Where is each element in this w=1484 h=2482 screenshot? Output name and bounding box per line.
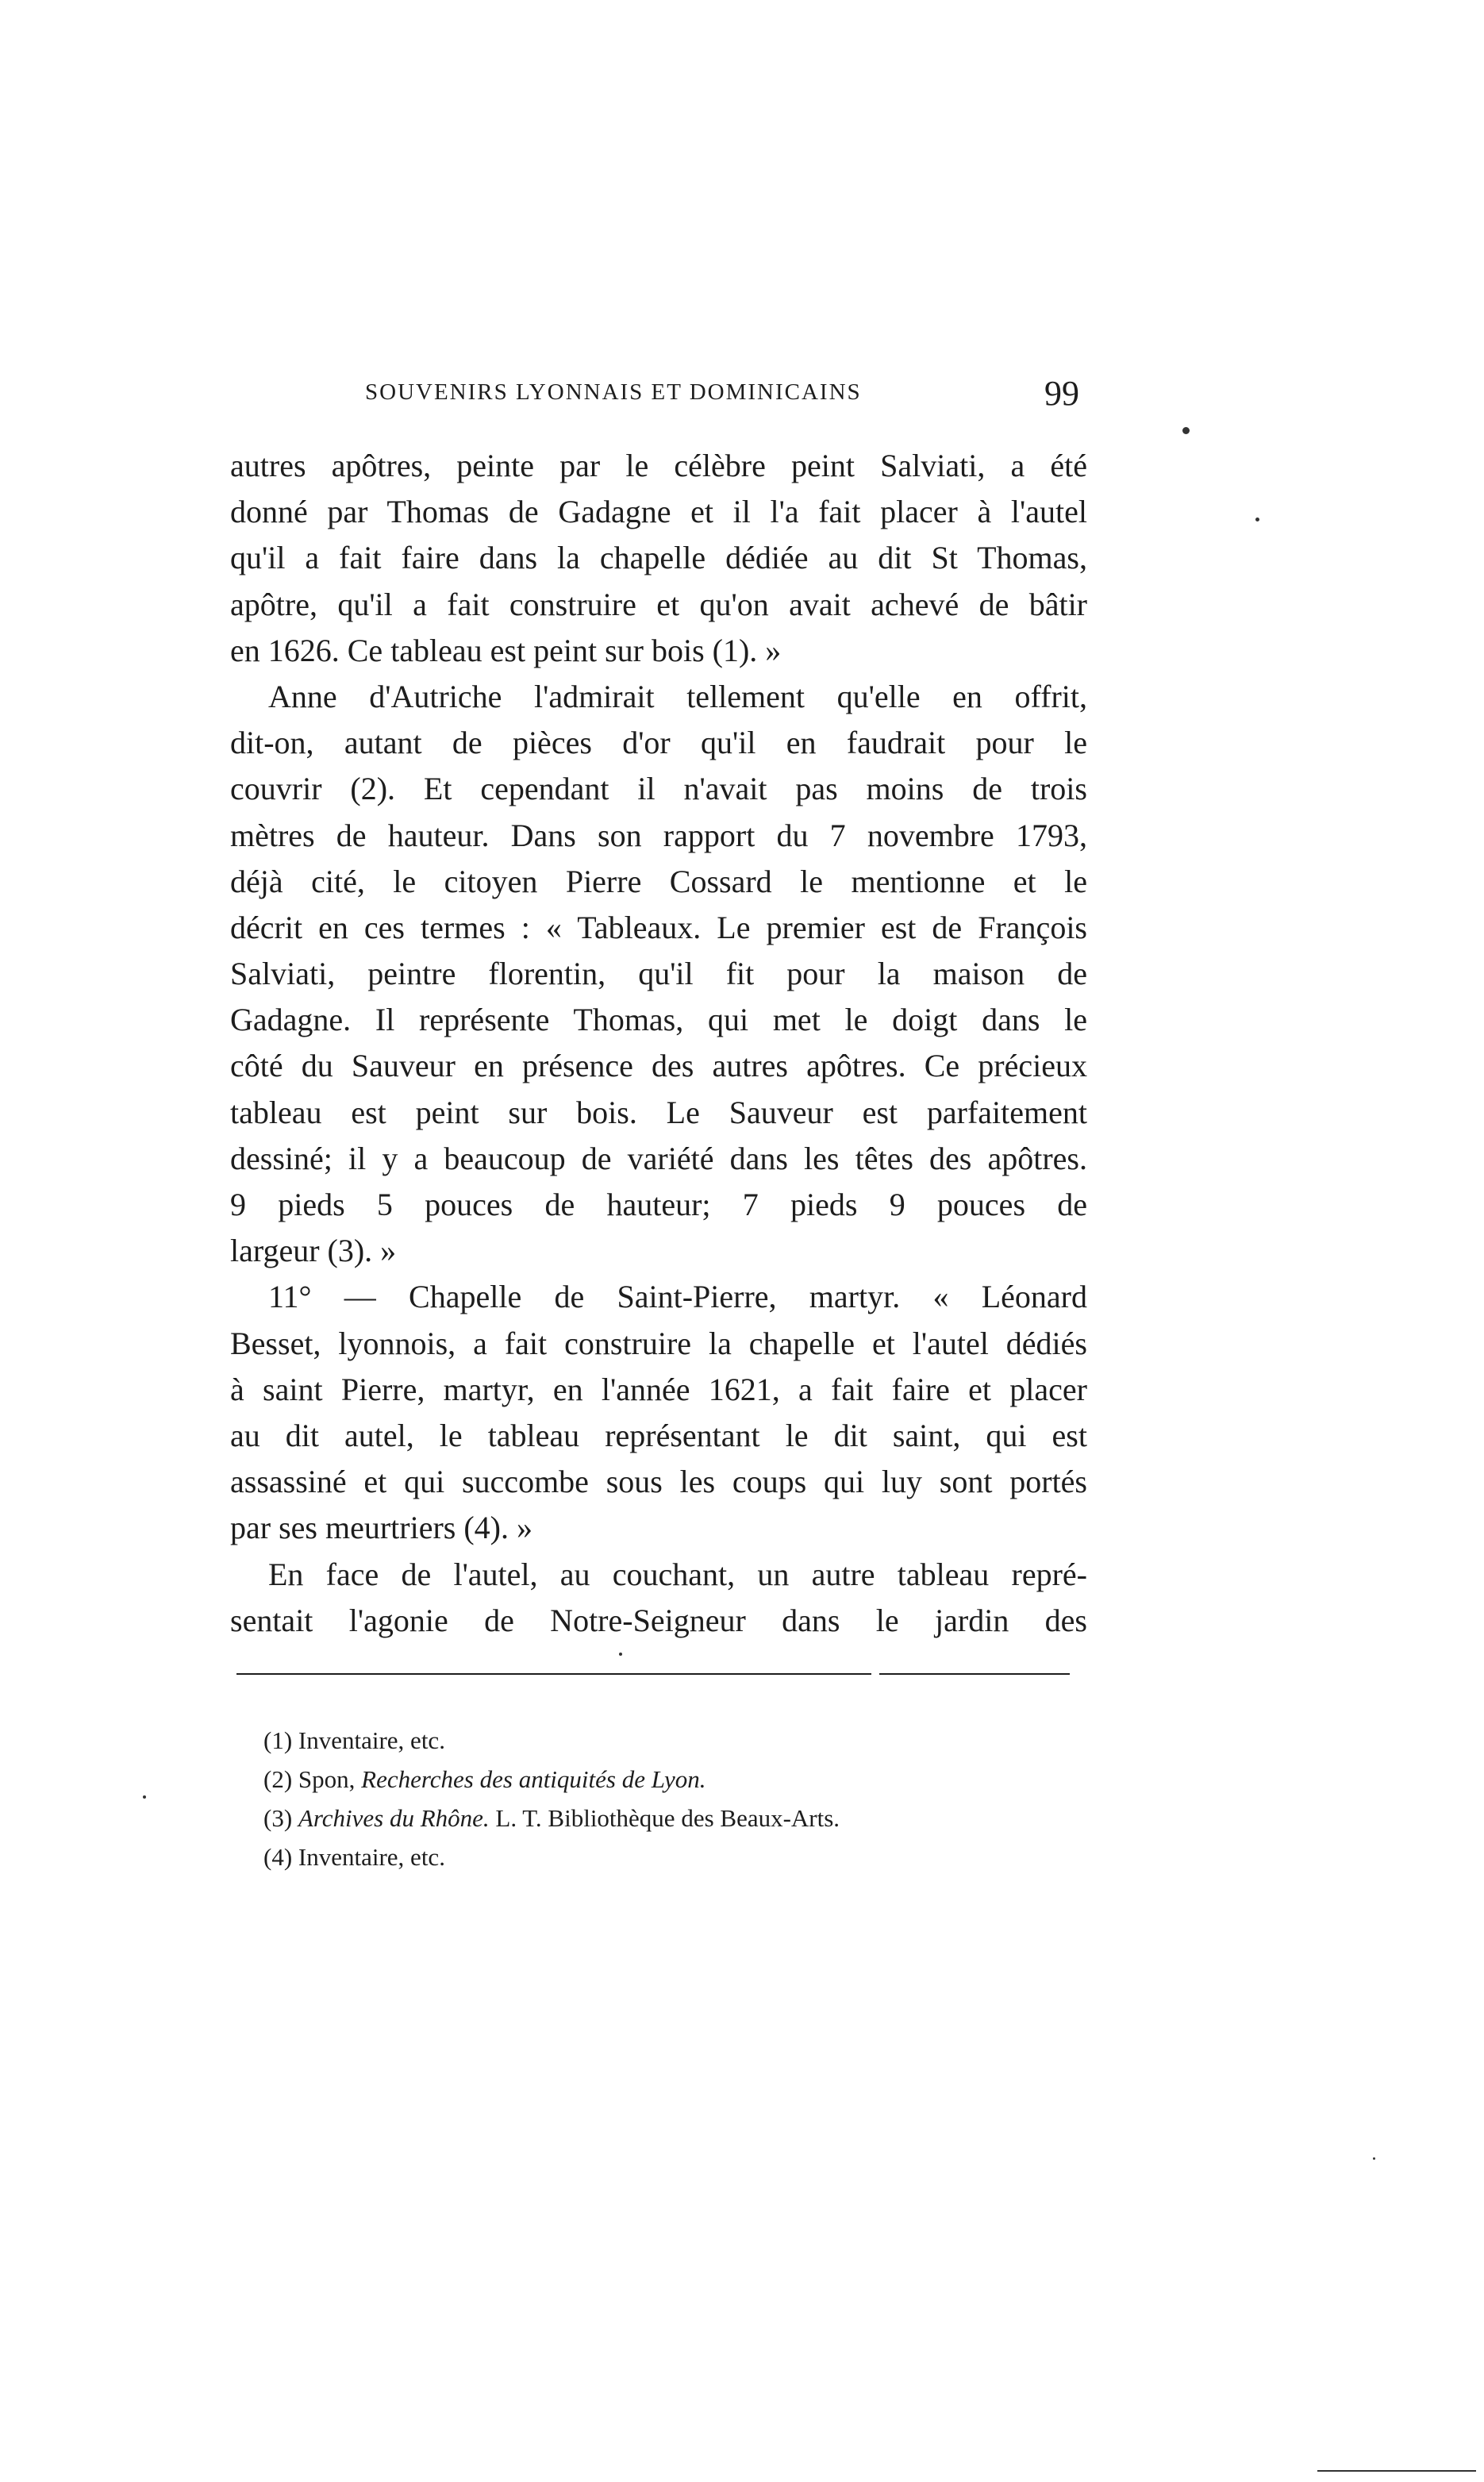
text-line: assassiné et qui succombe sous les coups qui luy sont portés [230, 1464, 1087, 1500]
footnote-rule [236, 1673, 871, 1675]
text-line: largeur (3). » [230, 1233, 397, 1269]
page-header [365, 374, 1079, 419]
text-line: mètres de hauteur. Dans son rapport du 7 novembre 1793, [230, 817, 1087, 853]
running-title: SOUVENIRS LYONNAIS ET DOMINICAINS [365, 379, 862, 405]
text-line: Besset, lyonnois, a fait construire la chapelle et l'autel dédiés [230, 1325, 1087, 1361]
text-line: donné par Thomas de Gadagne et il l'a fait placer à l'autel [230, 494, 1087, 530]
footnotes [263, 1721, 1089, 1876]
scan-speck [1182, 427, 1190, 434]
text-line: apôtre, qu'il a fait construire et qu'on avait achevé de bâtir [230, 586, 1087, 622]
text-line: tableau est peint sur bois. Le Sauveur est parfaitement [230, 1094, 1087, 1130]
footnote-mark: (2) [263, 1765, 293, 1793]
footnote-2 [263, 1760, 1089, 1799]
footnote-4 [263, 1837, 1089, 1876]
scan-speck [1255, 518, 1259, 521]
text-line: à saint Pierre, martyr, en l'année 1621, a fait faire et placer [230, 1371, 1087, 1407]
footnote-text: L. T. Bibliothèque des Beaux-Arts. [489, 1804, 840, 1832]
footnote-mark: (1) [263, 1726, 293, 1754]
text-line: couvrir (2). Et cependant il n'avait pas moins de trois [230, 771, 1087, 807]
footnote-text: Spon, [298, 1765, 362, 1793]
text-line: autres apôtres, peinte par le célèbre peint Salviati, a été [230, 448, 1087, 483]
text-line: par ses meurtriers (4). » [230, 1510, 532, 1546]
footnote-title: Archives du Rhône. [298, 1804, 490, 1832]
text-line: déjà cité, le citoyen Pierre Cossard le mentionne et le [230, 863, 1087, 899]
body-text [230, 443, 1087, 1644]
text-line: décrit en ces termes : « Tableaux. Le premier est de François [230, 909, 1087, 945]
footnote-title: Recherches des antiquités de Lyon. [361, 1765, 706, 1793]
text-line: sentait l'agonie de Notre-Seigneur dans le jardin des [230, 1602, 1087, 1638]
text-line: 11° — Chapelle de Saint-Pierre, martyr. « Léonard [268, 1279, 1087, 1315]
page-number: 99 [1044, 374, 1079, 413]
text-line: côté du Sauveur en présence des autres apôtres. Ce précieux [230, 1048, 1087, 1084]
text-line: En face de l'autel, au couchant, un autre tableau repré- [268, 1556, 1087, 1592]
footnote-mark: (3) [263, 1804, 293, 1832]
text-line: dit-on, autant de pièces d'or qu'il en faudrait pour le [230, 725, 1087, 761]
scan-speck [1373, 2157, 1375, 2160]
scan-speck [143, 1795, 146, 1799]
footnote-mark: (4) [263, 1843, 293, 1871]
scan-speck [619, 1653, 622, 1656]
footnote-3 [263, 1799, 1089, 1837]
scan-speck [1317, 2470, 1476, 2472]
text-line: Gadagne. Il représente Thomas, qui met le doigt dans le [230, 1002, 1087, 1038]
text-line: dessiné; il y a beaucoup de variété dans les têtes des apôtres. [230, 1140, 1087, 1176]
footnote-text: Inventaire, etc. [298, 1843, 445, 1871]
text-line: 9 pieds 5 pouces de hauteur; 7 pieds 9 pouces de [230, 1187, 1087, 1222]
text-line: qu'il a fait faire dans la chapelle dédiée au dit St Thomas, [230, 540, 1087, 576]
text-line: au dit autel, le tableau représentant le dit saint, qui est [230, 1417, 1087, 1453]
footnote-1 [263, 1721, 1089, 1760]
text-line: Anne d'Autriche l'admirait tellement qu'elle en offrit, [268, 678, 1087, 714]
footnote-text: Inventaire, etc. [298, 1726, 445, 1754]
text-line: Salviati, peintre florentin, qu'il fit pour la maison de [230, 956, 1087, 992]
text-line: en 1626. Ce tableau est peint sur bois (1). » [230, 632, 782, 668]
footnote-rule-segment [879, 1673, 1070, 1675]
